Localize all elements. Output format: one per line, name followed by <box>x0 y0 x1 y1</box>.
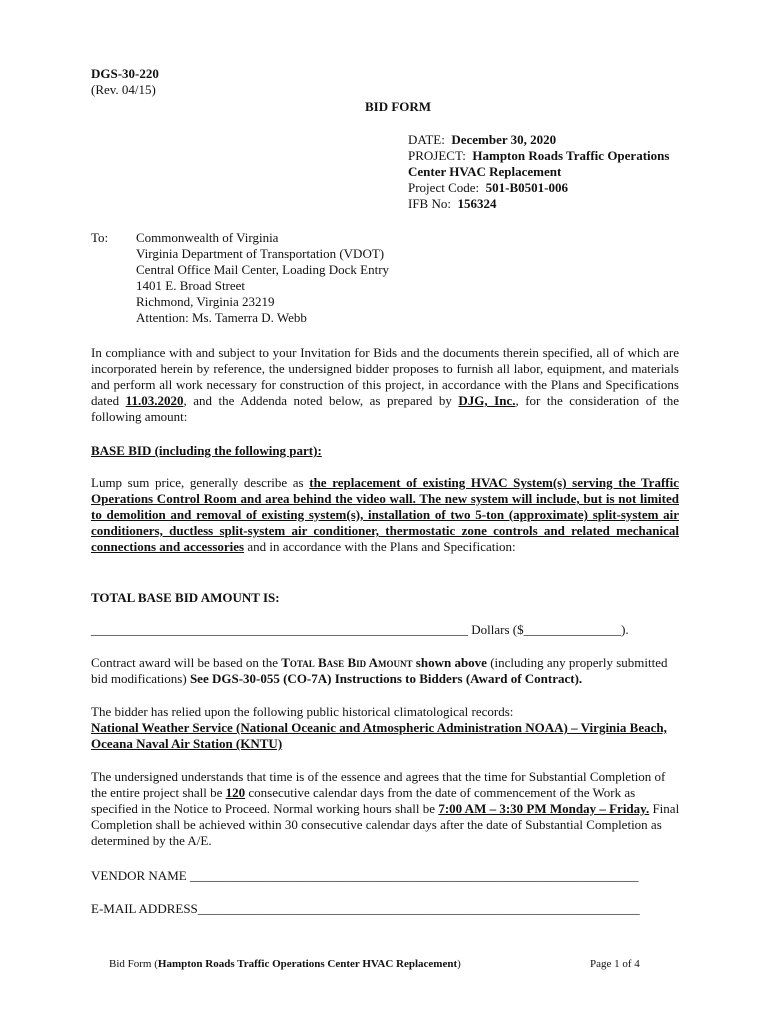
email-line[interactable]: ____________________________________________________________________ <box>197 901 640 916</box>
code-label: Project Code: <box>408 180 480 195</box>
address-line: Attention: Ms. Tamerra D. Webb <box>136 310 307 325</box>
amount-line[interactable]: __________________________________________________________ Dollars ($_______________). <box>91 622 629 637</box>
scope-description: the replacement of existing HVAC System(s) serving the Traffic Operations Control Room and area behind the video wall. The new system will include, but is not limited to demolition and removal of existing system(s), installation of two 5-ton (approximate) split-system air conditioners, ductless split-system air conditioner, thermostatic zone controls and related mechanical connections and accessories <box>91 475 679 554</box>
page-title: BID FORM <box>365 99 432 114</box>
vendor-name-field[interactable] <box>91 868 638 884</box>
code-value: 501-B0501-006 <box>485 180 568 195</box>
address-line: 1401 E. Broad Street <box>136 278 246 293</box>
revision: (Rev. 04/15) <box>91 82 156 97</box>
date-label: DATE: <box>408 132 445 147</box>
address-line: Central Office Mail Center, Loading Dock Entry <box>136 262 390 277</box>
address-line: Commonwealth of Virginia <box>136 230 279 245</box>
award-paragraph: Contract award will be based on the Total Base Bid Amount shown above (including any properly submitted bid modifications) See DGS-30-055 (CO-7A) Instructions to Bidders (Award of Contract). <box>91 655 668 686</box>
ifb-value: 156324 <box>457 196 497 211</box>
recipient-address <box>136 230 536 326</box>
address-line: Richmond, Virginia 23219 <box>136 294 275 309</box>
total-base-bid-term: Total Base Bid Amount <box>281 655 413 670</box>
vendor-name-label: VENDOR NAME <box>91 868 187 883</box>
plans-date: 11.03.2020 <box>125 393 184 408</box>
email-field[interactable] <box>91 901 640 917</box>
completion-days: 120 <box>225 785 246 800</box>
total-heading: TOTAL BASE BID AMOUNT IS: <box>91 590 280 605</box>
climate-records: National Weather Service (National Oceanic and Atmospheric Administration NOAA) – Virginia Beach, Oceana Naval Air Station (KNTU) <box>91 720 667 751</box>
climate-intro: The bidder has relied upon the following public historical climatological records: <box>91 704 514 719</box>
address-line: Virginia Department of Transportation (VDOT) <box>136 246 385 261</box>
date-value: December 30, 2020 <box>451 132 557 147</box>
working-hours: 7:00 AM – 3:30 PM Monday – Friday. <box>438 801 650 816</box>
footer-title: Bid Form (Hampton Roads Traffic Operations Center HVAC Replacement) <box>109 958 461 970</box>
project-info <box>408 132 708 212</box>
ifb-label: IFB No: <box>408 196 451 211</box>
project-value-cont: Center HVAC Replacement <box>408 164 562 179</box>
to-label: To: <box>91 230 109 245</box>
email-label: E-MAIL ADDRESS <box>91 901 198 916</box>
project-label: PROJECT: <box>408 148 466 163</box>
base-bid-paragraph: Lump sum price, generally describe as the replacement of existing HVAC System(s) serving the Traffic Operations Control Room and area behind the video wall. The new system will include, but is not limited to demolition and removal of existing system(s), installation of two 5-ton (approximate) split-system air conditioners, ductless split-system air conditioner, thermostatic zone controls and related mechanical connections and accessories and in accordance with the Plans and Specification: <box>91 475 679 554</box>
vendor-name-line[interactable]: _____________________________________________________________________ <box>189 868 639 883</box>
project-value: Hampton Roads Traffic Operations <box>472 148 670 163</box>
compliance-paragraph: In compliance with and subject to your Invitation for Bids and the documents therein specified, all of which are incorporated herein by reference, the undersigned bidder proposes to furnish all labor, equipment, and materials and perform all work necessary for construction of this project, in accordance with the Plans and Specifications dated 11.03.2020, and the Addenda noted below, as prepared by DJG, Inc., for the consideration of the following amount: <box>91 345 679 424</box>
award-reference: See DGS-30-055 (CO-7A) Instructions to Bidders (Award of Contract). <box>189 671 583 686</box>
form-number: DGS-30-220 <box>91 66 159 81</box>
preparer: DJG, Inc. <box>458 393 516 408</box>
completion-paragraph: The undersigned understands that time is of the essence and agrees that the time for Substantial Completion of the entire project shall be 120 consecutive calendar days from the date of commencement of the Work as specified in the Notice to Proceed. Normal working hours shall be 7:00 AM – 3:30 PM Monday – Friday. Final Completion shall be achieved within 30 consecutive calendar days after the date of Substantial Completion as determined by the A/E. <box>91 769 680 848</box>
base-bid-heading: BASE BID (including the following part): <box>91 443 322 458</box>
page-number: Page 1 of 4 <box>590 958 640 970</box>
